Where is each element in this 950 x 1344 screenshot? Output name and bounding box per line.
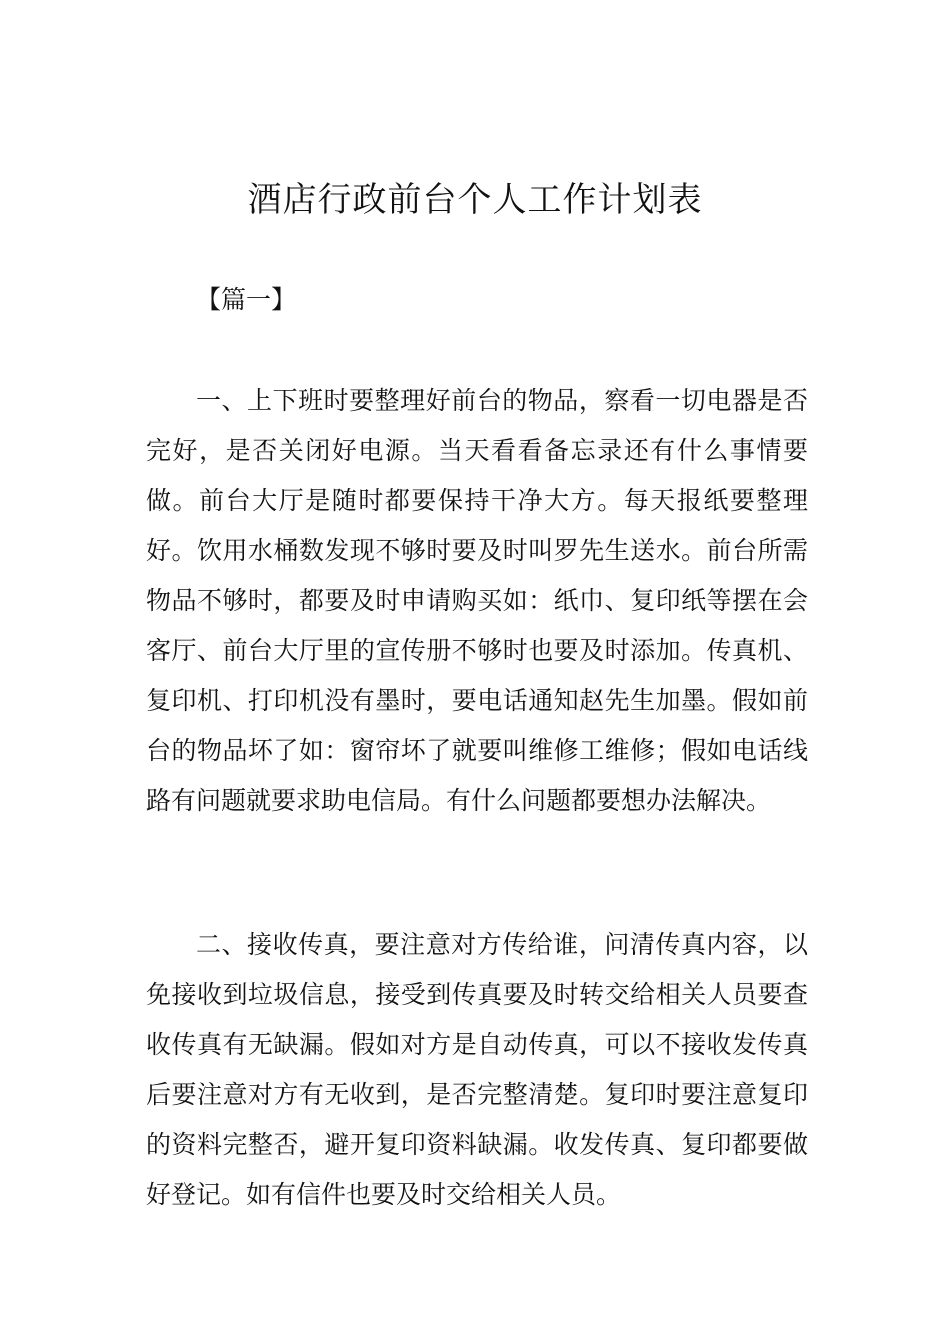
section-label: 【篇一】: [196, 285, 297, 314]
paragraph-1: 一、上下班时要整理好前台的物品，察看一切电器是否完好，是否关闭好电源。当天看看备忘录还有什么事情要做。前台大厅是随时都要保持干净大方。每天报纸要整理好。饮用水桶数发现不够时要及时叫罗先生送水。前台所需物品不够时，都要及时申请购买如：纸巾、复印纸等摆在会客厅、前台大厅里的宣传册不够时也要及时添加。传真机、复印机、打印机没有墨时，要电话通知赵先生加墨。假如前台的物品坏了如：窗帘坏了就要叫维修工维修；假如电话线路有问题就要求助电信局。有什么问题都要想办法解决。: [146, 386, 808, 815]
page-title: 酒店行政前台个人工作计划表: [247, 180, 703, 220]
paragraph-2: 二、接收传真，要注意对方传给谁，问清传真内容，以免接收到垃圾信息，接受到传真要及时转交给相关人员要查收传真有无缺漏。假如对方是自动传真，可以不接收发传真后要注意对方有无收到，是否完整清楚。复印时要注意复印的资料完整否，避开复印资料缺漏。收发传真、复印都要做好登记。如有信件也要及时交给相关人员。: [146, 930, 808, 1209]
